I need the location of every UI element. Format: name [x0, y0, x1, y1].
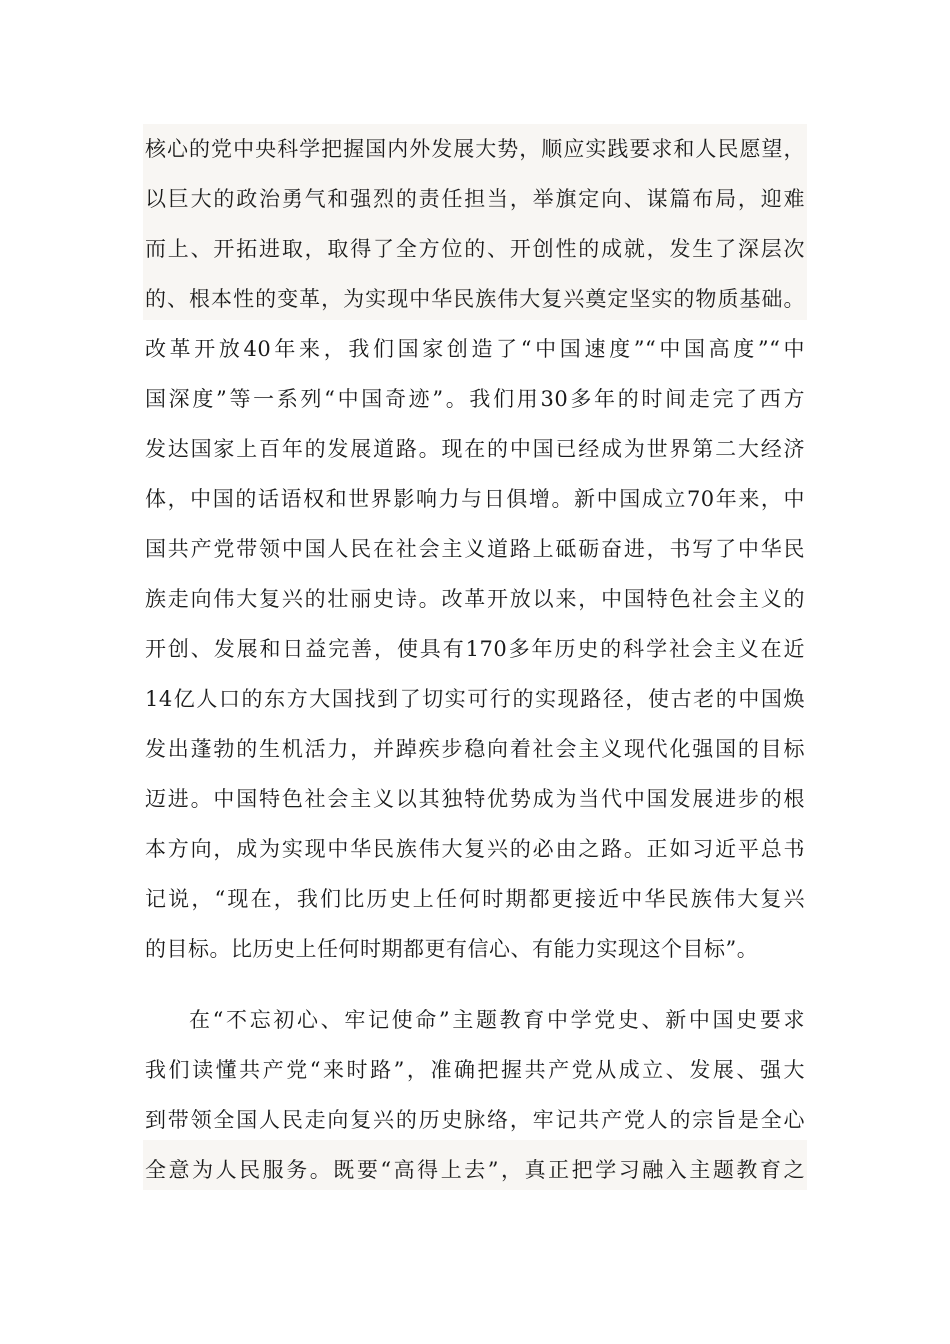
text-line: 的、根本性的变革，为实现中华民族伟大复兴奠定坚实的物质基础。 — [145, 287, 805, 311]
text-line: 全意为人民服务。既要“高得上去”，真正把学习融入主题教育之 — [145, 1158, 805, 1182]
text-line: 14亿人口的东方大国找到了切实可行的实现路径，使古老的中国焕 — [145, 687, 805, 711]
text-line: 开创、发展和日益完善，使具有170多年历史的科学社会主义在近 — [145, 637, 805, 661]
text-line: 国深度”等一系列“中国奇迹”。我们用30多年的时间走完了西方 — [145, 387, 805, 411]
text-line: 到带领全国人民走向复兴的历史脉络，牢记共产党人的宗旨是全心 — [145, 1108, 805, 1132]
text-line: 记说，“现在，我们比历史上任何时期都更接近中华民族伟大复兴 — [145, 887, 805, 911]
text-line: 改革开放40年来，我们国家创造了“中国速度”“中国高度”“中 — [145, 337, 805, 361]
text-line: 发达国家上百年的发展道路。现在的中国已经成为世界第二大经济 — [145, 437, 805, 461]
text-line: 国共产党带领中国人民在社会主义道路上砥砺奋进，书写了中华民 — [145, 537, 805, 561]
text-line: 在“不忘初心、牢记使命”主题教育中学党史、新中国史要求 — [189, 1008, 805, 1032]
text-line: 核心的党中央科学把握国内外发展大势，顺应实践要求和人民愿望， — [145, 137, 805, 161]
text-line: 迈进。中国特色社会主义以其独特优势成为当代中国发展进步的根 — [145, 787, 805, 811]
text-line: 以巨大的政治勇气和强烈的责任担当，举旗定向、谋篇布局，迎难 — [145, 187, 805, 211]
text-line: 我们读懂共产党“来时路”，准确把握共产党从成立、发展、强大 — [145, 1058, 805, 1082]
text-line: 的目标。比历史上任何时期都更有信心、有能力实现这个目标”。 — [145, 937, 759, 961]
text-line: 发出蓬勃的生机活力，并踔疾步稳向着社会主义现代化强国的目标 — [145, 737, 805, 761]
text-line: 本方向，成为实现中华民族伟大复兴的必由之路。正如习近平总书 — [145, 837, 805, 861]
text-line: 而上、开拓进取，取得了全方位的、开创性的成就，发生了深层次 — [145, 237, 805, 261]
text-line: 体，中国的话语权和世界影响力与日俱增。新中国成立70年来，中 — [145, 487, 805, 511]
text-line: 族走向伟大复兴的壮丽史诗。改革开放以来，中国特色社会主义的 — [145, 587, 805, 611]
